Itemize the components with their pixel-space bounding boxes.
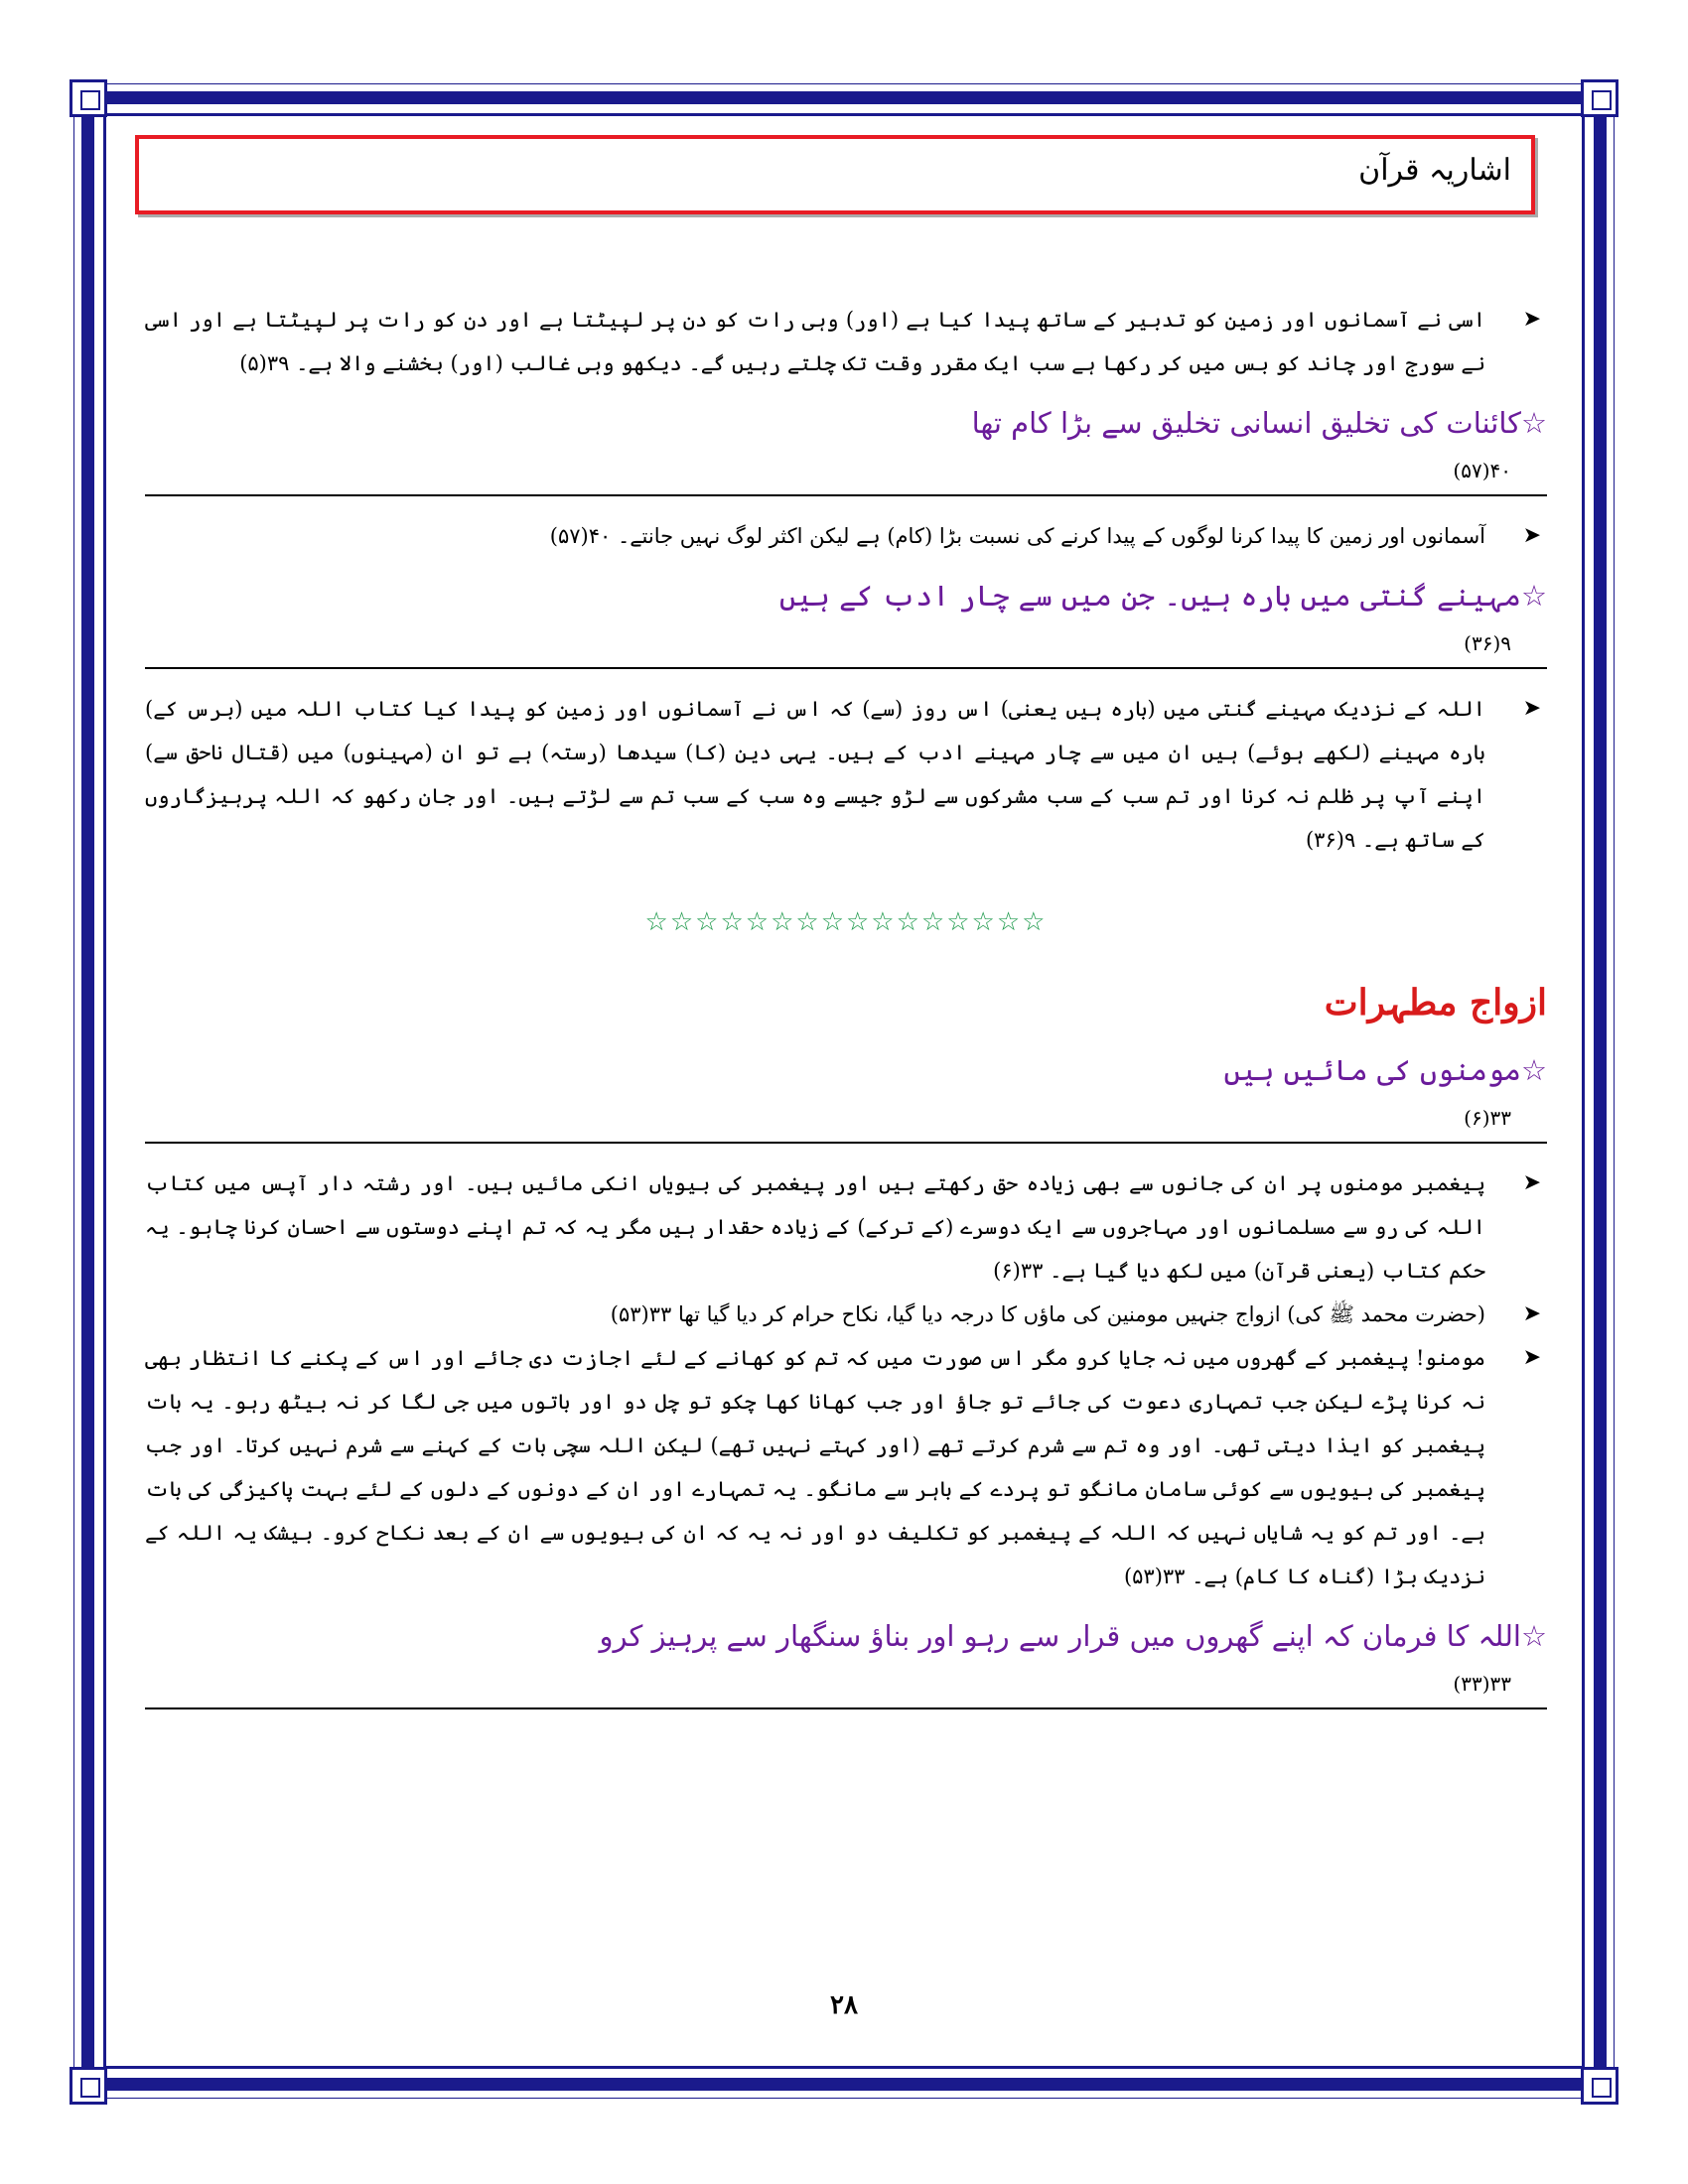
verse-item: [145, 687, 1547, 862]
header-title: اشاریہ قرآن: [1358, 153, 1511, 188]
divider-line: [145, 1142, 1547, 1144]
verse-text: اسی نے آسمانوں اور زمین کو تدبیر کے ساتھ پیدا کیا ہے (اور) وہی رات کو دن پر لپیٹتا ہے اور دن کو رات پر لپیٹتا ہے اور اسی نے سورج اور چاند کو بس میں کر رکھا ہے سب ایک مقرر وقت تک چلتے رہیں گے۔ دیکھو وہی غالب (اور) بخشنے والا ہے۔ ۳۹(۵): [145, 308, 1485, 375]
verse-item: [145, 1293, 1547, 1336]
verse-item: [145, 298, 1547, 385]
topic-heading: ☆مہینے گنتی میں بارہ ہیں۔ جن میں سے چار ادب کے ہیں: [778, 579, 1547, 613]
verse-text: (حضرت محمد ﷺ کی) ازواج جنہیں مومنین کی ماؤں کا درجہ دیا گیا، نکاح حرام کر دیا گیا تھا ۳۳(۵۳): [610, 1302, 1485, 1326]
verse-reference: ۹(۳۶): [1464, 631, 1511, 655]
star-divider: ☆☆☆☆☆☆☆☆☆☆☆☆☆☆☆☆: [644, 907, 1048, 937]
verse-item: [145, 514, 1547, 558]
verse-text: اللہ کے نزدیک مہینے گنتی میں (بارہ ہیں یعنی) اس روز (سے) کہ اس نے آسمانوں اور زمین کو پیدا کیا کتاب اللہ میں (برس کے) بارہ مہینے (لکھے ہوئے) ہیں ان میں سے چار مہینے ادب کے ہیں۔ یہی دین (کا) سیدھا (رستہ) ہے تو ان (مہینوں) میں (قتال ناحق سے) اپنے آپ پر ظلم نہ کرنا اور تم سب کے سب مشرکوں سے لڑو جیسے وہ سب کے سب تم سے لڑتے ہیں۔ اور جان رکھو کہ اللہ پرہیزگاروں کے ساتھ ہے۔ ۹(۳۶): [145, 697, 1485, 852]
verse-reference: ۳۳(۶): [1464, 1106, 1511, 1130]
arrow-bullet-icon: ➤: [1522, 307, 1541, 332]
verse-text: پیغمبر مومنوں پر ان کی جانوں سے بھی زیادہ حق رکھتے ہیں اور پیغمبر کی بیویاں انکی مائیں ہیں۔ اور رشتہ دار آپس میں کتاب اللہ کی رو سے مسلمانوں اور مہاجروں سے ایک دوسرے (کے ترکے) کے زیادہ حقدار ہیں مگر یہ کہ تم اپنے دوستوں سے احسان کرنا چاہو۔ یہ حکم کتاب (یعنی قرآن) میں لکھ دیا گیا ہے۔ ۳۳(۶): [145, 1171, 1485, 1283]
topic-heading: ☆اللہ کا فرمان کہ اپنے گھروں میں قرار سے رہو اور بناؤ سنگھار سے پرہیز کرو: [599, 1619, 1547, 1653]
verse-reference: ۴۰(۵۷): [1453, 459, 1511, 482]
verse-text: مومنو! پیغمبر کے گھروں میں نہ جایا کرو مگر اس صورت میں کہ تم کو کھانے کے لئے اجازت دی جائے اور اس کے پکنے کا انتظار بھی نہ کرنا پڑے لیکن جب تمہاری دعوت کی جائے تو جاؤ اور جب کھانا کھا چکو تو چل دو اور باتوں میں جی لگا کر نہ بیٹھ رہو۔ یہ بات پیغمبر کو ایذا دیتی تھی۔ اور وہ تم سے شرم کرتے تھے (اور کہتے نہیں تھے) لیکن اللہ سچی بات کے کہنے سے شرم نہیں کرتا۔ اور جب پیغمبر کی بیویوں سے کوئی سامان مانگو تو پردے کے باہر سے مانگو۔ یہ تمہارے اور ان کے دونوں کے دلوں کے لئے بہت پاکیزگی کی بات ہے۔ اور تم کو یہ شایاں نہیں کہ اللہ کے پیغمبر کو تکلیف دو اور نہ یہ کہ ان کی بیویوں سے ان کے بعد نکاح کرو۔ بیشک یہ اللہ کے نزدیک بڑا (گناہ کا کام) ہے۔ ۳۳(۵۳): [145, 1346, 1485, 1588]
verse-reference: ۳۳(۳۳): [1453, 1672, 1511, 1696]
arrow-bullet-icon: ➤: [1522, 523, 1541, 548]
divider-line: [145, 1707, 1547, 1709]
header-box: [135, 135, 1535, 214]
verse-item: [145, 1161, 1547, 1293]
verse-text: آسمانوں اور زمین کا پیدا کرنا لوگوں کے پیدا کرنے کی نسبت بڑا (کام) ہے لیکن اکثر لوگ نہیں جانتے۔ ۴۰(۵۷): [549, 524, 1485, 548]
arrow-bullet-icon: ➤: [1522, 696, 1541, 721]
frame-corner-top-right: [1581, 79, 1618, 117]
topic-heading: ☆کائنات کی تخلیق انسانی تخلیق سے بڑا کام تھا: [971, 406, 1547, 440]
arrow-bullet-icon: ➤: [1522, 1345, 1541, 1370]
section-title: ازواج مطہرات: [1324, 982, 1547, 1024]
verse-item: [145, 1336, 1547, 1598]
divider-line: [145, 667, 1547, 669]
arrow-bullet-icon: ➤: [1522, 1170, 1541, 1195]
topic-heading: ☆مومنوں کی مائیں ہیں: [1223, 1053, 1547, 1087]
frame-corner-top-left: [70, 79, 107, 117]
frame-corner-bottom-left: [70, 2067, 107, 2105]
frame-corner-bottom-right: [1581, 2067, 1618, 2105]
arrow-bullet-icon: ➤: [1522, 1301, 1541, 1326]
page-content: [145, 298, 1547, 1727]
divider-line: [145, 494, 1547, 496]
page-number: ۲۸: [830, 1990, 858, 2020]
